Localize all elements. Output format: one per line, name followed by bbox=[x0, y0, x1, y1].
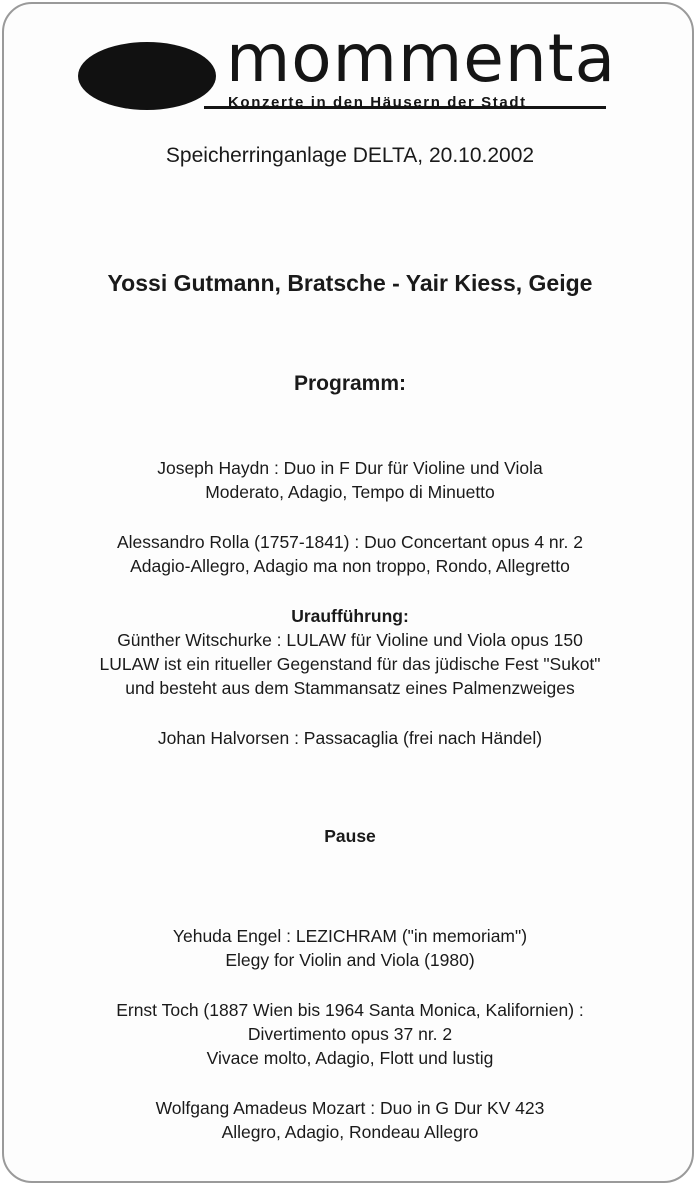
logo-oval-icon bbox=[78, 42, 216, 110]
premiere-heading: Uraufführung: bbox=[291, 606, 409, 626]
program-card bbox=[2, 2, 694, 1183]
program-page bbox=[4, 4, 694, 1183]
item-movements: Adagio-Allegro, Adagio ma non troppo, Rondo, Allegretto bbox=[130, 556, 570, 576]
venue-date: Speicherringanlage DELTA, 20.10.2002 bbox=[165, 144, 535, 167]
item-subtitle: Elegy for Violin and Viola (1980) bbox=[225, 950, 475, 970]
item-title: Günther Witschurke : LULAW für Violine und Viola opus 150 bbox=[117, 630, 583, 650]
program-item-witschurke bbox=[4, 604, 694, 700]
logo-tagline: Konzerte in den Häusern der Stadt bbox=[228, 94, 527, 111]
program-title: Programm: bbox=[293, 372, 407, 395]
item-title: Ernst Toch (1887 Wien bis 1964 Santa Monica, Kalifornien) : bbox=[116, 1000, 584, 1020]
program-item-haydn bbox=[4, 456, 694, 504]
item-note: LULAW ist ein ritueller Gegenstand für das jüdische Fest "Sukot" bbox=[99, 654, 601, 674]
item-title: Joseph Haydn : Duo in F Dur für Violine und Viola bbox=[157, 458, 543, 478]
pause-text: Pause bbox=[324, 826, 376, 846]
performers: Yossi Gutmann, Bratsche - Yair Kiess, Geige bbox=[107, 270, 593, 296]
program-item-halvorsen bbox=[4, 726, 694, 750]
program-item-engel bbox=[4, 924, 694, 972]
program-item-mozart bbox=[4, 1096, 694, 1144]
program-item-toch bbox=[4, 998, 694, 1070]
item-movements: Vivace molto, Adagio, Flott und lustig bbox=[206, 1048, 494, 1068]
item-title: Yehuda Engel : LEZICHRAM ("in memoriam") bbox=[172, 926, 528, 946]
item-title: Wolfgang Amadeus Mozart : Duo in G Dur KV 423 bbox=[155, 1098, 545, 1118]
item-title: Alessandro Rolla (1757-1841) : Duo Concertant opus 4 nr. 2 bbox=[117, 532, 583, 552]
pause-label bbox=[4, 824, 694, 848]
item-subtitle: Divertimento opus 37 nr. 2 bbox=[247, 1024, 453, 1044]
item-movements: Allegro, Adagio, Rondeau Allegro bbox=[221, 1122, 479, 1142]
item-note: und besteht aus dem Stammansatz eines Palmenzweiges bbox=[125, 678, 575, 698]
item-movements: Moderato, Adagio, Tempo di Minuetto bbox=[205, 482, 495, 502]
program-item-rolla bbox=[4, 530, 694, 578]
item-title: Johan Halvorsen : Passacaglia (frei nach Händel) bbox=[157, 728, 543, 748]
mommenta-logo bbox=[76, 20, 617, 124]
logo-wordmark: mommenta bbox=[226, 20, 617, 97]
